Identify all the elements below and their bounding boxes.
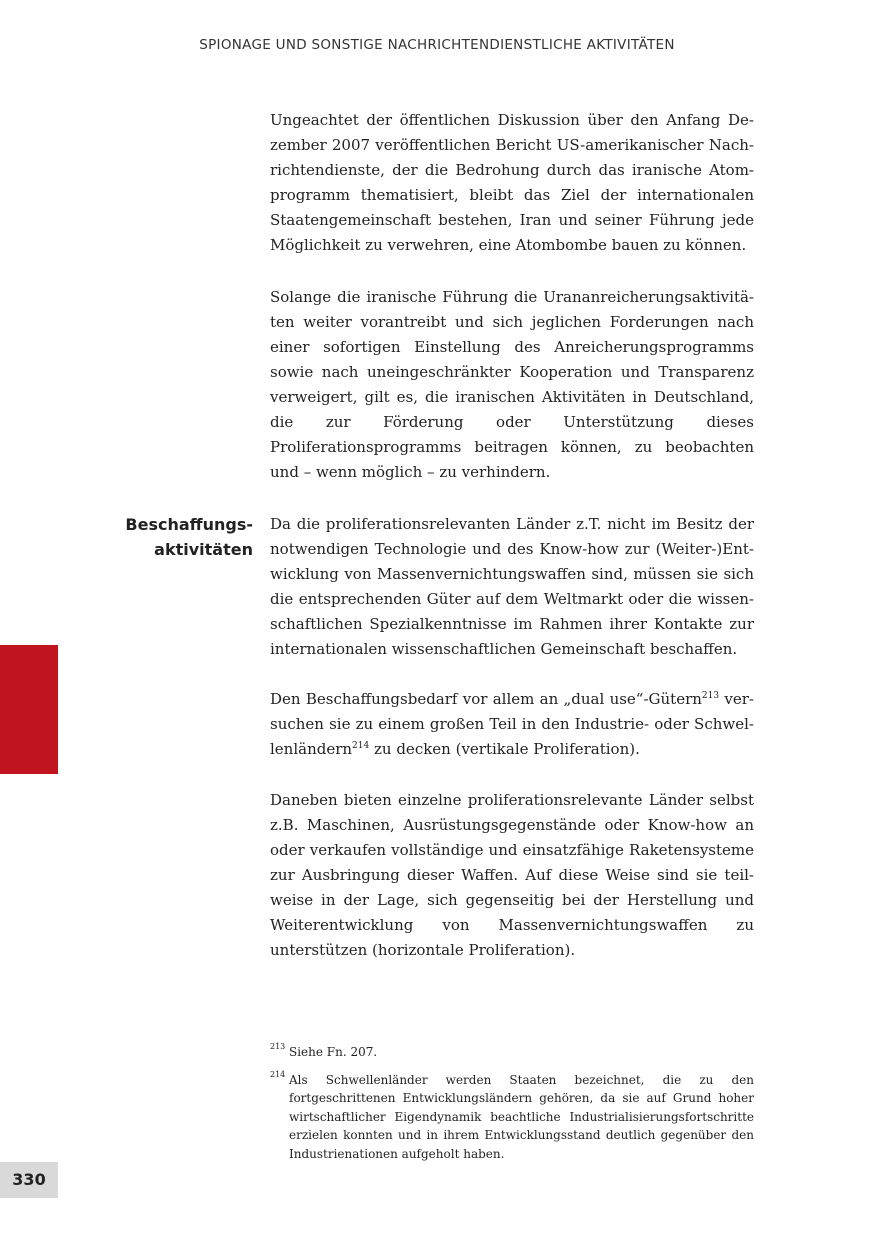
margin-heading	[53, 512, 253, 562]
paragraph-procurement: Da die proliferationsrelevanten Länder z.T. nicht im Besitz der notwendigen Technologie und des Know-how zur (Weiter-)Entwicklung von Massenvernichtungswaffen sind, müssen sie sich die entsprechenden Güter auf dem Weltmarkt oder die wissenschaftlichen Spezialkenntnisse im Rahmen ihrer Kontakte zur internationalen wissenschaftlichen Gemeinschaft beschaffen.	[270, 515, 754, 658]
paragraph-iran-enrichment: Solange die iranische Führung die Urananreicherungsaktivitäten weiter vorantreibt und sich jeglichen Forderungen nach einer sofortigen Einstellung des Anreicherungsprogramms sowie nach uneingeschränkter Kooperation und Transparenz verweigert, gilt es, die iranischen Aktivitäten in Deutschland, die zur Förderung oder Unterstützung dieses Proliferationsprogramms beitragen können, zu beobachten und – wenn möglich – zu verhindern.	[270, 288, 754, 481]
paragraph-horizontal-proliferation: Daneben bieten einzelne proliferationsrelevante Länder selbst z.B. Maschinen, Ausrüstungsgegenstände oder Know-how an oder verkaufen vollständige und einsatzfähige Raketensysteme zur Ausbringung dieser Waffen. Auf diese Weise sind sie teilweise in der Lage, sich gegenseitig bei der Herstellung und Weiterentwicklung von Massenvernichtungswaffen zu unterstützen (horizontale Proliferation).	[270, 791, 754, 959]
footnote-text: Als Schwellenländer werden Staaten bezeichnet, die zu den fortgeschrittenen Entwicklungsländern gehören, da sie auf Grund hoher wirtschaftlicher Eigendynamik beachtliche Industrialisierungsfortschritte erzielen konnten und in ihrem Entwicklungsstand deutlich gegenüber den Industrienationen aufgeholt haben.	[289, 1072, 754, 1161]
dual-use-text-1: Den Beschaffungsbedarf vor allem an „dual use“-Gütern	[270, 690, 702, 708]
running-header: SPIONAGE UND SONSTIGE NACHRICHTENDIENSTLICHE AKTIVITÄTEN	[199, 37, 675, 53]
footnote-text: Siehe Fn. 207.	[289, 1045, 378, 1059]
footnote-213	[270, 1043, 754, 1062]
chapter-marker-tab	[0, 645, 58, 774]
footnotes-section	[270, 1043, 754, 1172]
dual-use-text-2: versuchen sie zu einem großen Teil in den Industrie- oder Schwellenländern	[270, 690, 754, 758]
page-number: 330	[0, 1162, 58, 1198]
margin-heading-line-2: aktivitäten	[154, 540, 253, 559]
paragraph-dual-use	[270, 687, 754, 762]
paragraph-iran-discussion: Ungeachtet der öffentlichen Diskussion über den Anfang Dezember 2007 veröffentlichen Bericht US-amerikanischer Nachrichtendienste, der die Bedrohung durch das iranische Atomprogramm thematisiert, bleibt das Ziel der internationalen Staatengemeinschaft bestehen, Iran und seiner Führung jede Möglichkeit zu verwehren, eine Atombombe bauen zu können.	[270, 111, 754, 254]
footnote-ref-213[interactable]: 213	[701, 691, 720, 701]
footnote-number: 213	[270, 1042, 286, 1051]
footnote-ref-214[interactable]: 214	[352, 741, 370, 751]
dual-use-text-3: zu decken (vertikale Proliferation).	[369, 740, 640, 758]
footnote-214	[270, 1071, 754, 1164]
margin-heading-line-1: Beschaffungs-	[125, 515, 253, 534]
footnote-number: 214	[270, 1069, 286, 1079]
